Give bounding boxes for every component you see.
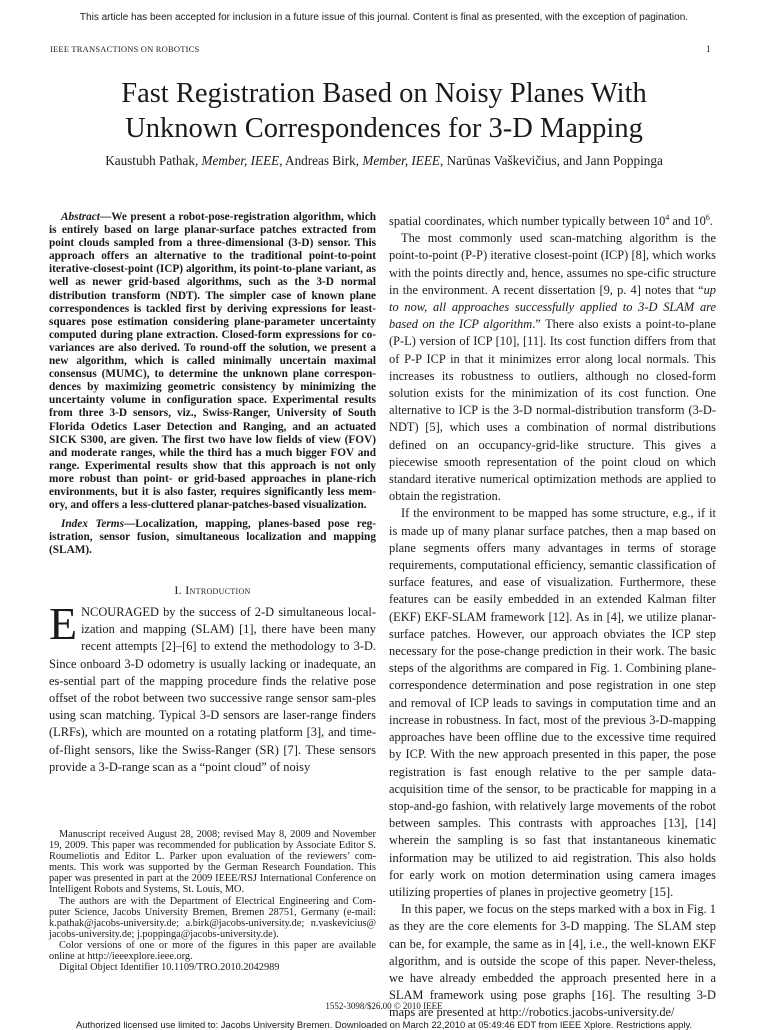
author-1-role: Member, IEEE	[201, 153, 280, 168]
footnote-color: Color versions of one or more of the figures in this paper are available online at http://ieeexplore.ieee.org.	[49, 939, 376, 963]
drop-cap: E	[49, 598, 78, 649]
paragraph-icp: The most commonly used scan-matching algorithm is the point-to-point (P-P) iterative closest-point (ICP) [8], which works with the points directly and, hence, assumes no spe-cific structure in the environment. A recent dissertation [9, p. 4] notes that “up to now, all approaches successfully applied to 3-D SLAM are based on the ICP algorithm.” There also exists a point-to-plane (P-L) version of ICP [10], [11]. Its cost function differs from that of P-P ICP in that it minimizes error along local normals. This increases its robustness to outliers, although no closed-form solution exists for the minimization of its cost function. One alternative to ICP is the 3-D normal-distribution transform (3-D-NDT) [5], which uses a combination of normal distributions defined on an occupancy-grid-like structure. This gives a piecewise smooth representation of the point cloud on which standard iterative numerical optimization methods are applied to obtain the registration.	[389, 231, 716, 504]
issn-copyright: 1552-3098/$26.00 © 2010 IEEE	[325, 1001, 443, 1011]
intro-text: by the success of 2-D simultaneous local-ization and mapping (SLAM) [1], there have been many recent attempts [2]–[6] to extend the methodology to 3-D. Since onboard 3-D odometry is usually lacking or inadequate, an es-sential part of the mapping procedure finds the relative pose offset of the robot between two successive range sensor sam-ples using scan matching. Typical 3-D sensors are laser-range finders (LRFs), which are mounted on a rotating platform [3], and time-of-flight sensors, like the Swiss-Ranger (SR) [7]. These sensors provide a 3-D-range scan as a “point cloud” of noisy	[49, 605, 376, 774]
license-notice: Authorized licensed use limited to: Jacobs University Bremen. Downloaded on March 22,2010 at 05:49:46 EDT from IEEE Xplore. Restrictions apply.	[75, 1019, 693, 1030]
section-heading-introduction	[49, 583, 376, 598]
paper-title	[40, 76, 728, 146]
paragraph-continued: spatial coordinates, which number typically between $10^4$ and $10^6$.	[389, 212, 713, 228]
quoted-text: up to now, all approaches successfully applied to 3-D SLAM are based on the ICP algorithm	[389, 282, 716, 332]
index-terms-label: Index Terms	[61, 518, 124, 530]
introduction-paragraph	[49, 598, 376, 776]
author-1: Kaustubh Pathak,	[105, 153, 202, 168]
intro-lead-word: NCOURAGED	[81, 605, 159, 619]
section-title: Introduction	[185, 583, 251, 597]
abstract-label: Abstract	[61, 211, 100, 223]
author-list	[40, 153, 728, 169]
author-2: , Andreas Birk,	[279, 153, 363, 168]
section-number: I.	[174, 583, 186, 597]
paragraph-focus: In this paper, we focus on the steps marked with a box in Fig. 1 as they are the core elements for 3-D mapping. The SLAM step can be, for example, the same as in [4], i.e., the well-known EKF algorithm, and is outside the scope of this paper. Never-theless, we have already embedded the approach presented here in a SLAM framework using pose graphs [16]. The resulting 3-D maps are presented at http://robotics.jacobs-university.de/	[389, 902, 716, 1020]
paragraph-planar-patches: If the environment to be mapped has some structure, e.g., if it is made up of many planar surface patches, then a map based on plane segments offers many advantages in terms of storage requirements, computational efficiency, semantic classification of surface features, and ease of visualization. Furthermore, these features can be easily embedded in an extended Kalman filter (EKF) EKF-SLAM framework [12]. As in [4], we utilize planar-surface patches. However, our approach obviates the ICP step necessary for the pose-change prediction in their work. The basic steps of the algorithms are compared in Fig. 1. Combining plane-correspondence determination and pose registration in one step and removal of ICP leads to savings in computation time and an increase in robustness. In fact, most of the previous 3-D-mapping approaches have been offline due to the excessive time required by ICP. With the new approach presented in this paper, the pose registration is fast enough relative to the per sample data-acquisition time of the sensor, to be practicable for mapping in a stop-and-go fashion, with relatively large movements of the robot between samples. This contrasts with approaches [13], [14] wherein the sampling is so fast that instantaneous kinematic information may be utilized to aid registration. This also holds for early work on motion determination using camera images utilizing properties of planes in projective geometry [15].	[389, 506, 716, 899]
running-head: IEEE TRANSACTIONS ON ROBOTICS	[50, 44, 200, 54]
abstract-text: —We present a robot-pose-registration algorithm, which is entirely based on large planar-surface patches extracted from point clouds sampled from a three-dimensional (3-D) sensor. This approach offers an alternative to the traditional point-to-point iterative-closest-point (ICP) algorithm, its point-to-plane variant, as well as newer grid-based algorithms, such as the 3-D normal distribution transform (NDT). The simpler case of known plane correspondences is tackled first by deriving expressions for least-squares pose estimation considering plane-parameter uncertainty computed during plane extraction. Closed-form expressions for co-variances are also derived. To round-off the solution, we present a new algorithm, which is called minimally uncertain maximal consensus (MUMC), to determine the unknown plane correspon-dences by maximizing geometric consistency by minimizing the uncertainty volume in configuration space. Experimental results from three 3-D sensors, viz., Swiss-Ranger, University of South Florida Odetics Laser Detection and Ranging, and an actuated SICK S300, are given. The first two have low fields of view (FOV) and moderate ranges, while the third has a much bigger FOV and range. Experimental results show that this approach is not only more robust than point- or grid-based approaches in plane-rich environments, but it is also faster, requires significantly less mem-ory, and offers a less-cluttered planar-patches-based visualization.	[49, 211, 376, 512]
page-number: 1	[706, 44, 711, 54]
acceptance-notice: This article has been accepted for inclusion in a future issue of this journal. Content is final as presented, with the exception of pagination.	[79, 12, 689, 23]
title-line-2: Unknown Correspondences for 3-D Mapping	[125, 113, 643, 144]
author-2-role: Member, IEEE	[362, 153, 440, 168]
title-line-1: Fast Registration Based on Noisy Planes With	[121, 78, 647, 109]
abstract	[49, 211, 376, 512]
footnote-doi: Digital Object Identifier 10.1109/TRO.2010.2042989	[59, 962, 280, 974]
footnote-affiliation: The authors are with the Department of Electrical Engineering and Com-puter Science, Jacobs University Bremen, Bremen 28751, Germany (e-mail: k.pathak@jacobs-university.de; a.birk@jacobs-university.de; n.vaskevicius@ jacobs-university.de; j.poppinga@jacobs-university.de).	[49, 895, 376, 940]
footnote-manuscript: Manuscript received August 28, 2008; revised May 8, 2009 and November 19, 2009. This paper was recommended for publication by Associate Editor S. Roumeliotis and Editor L. Parker upon evaluation of the reviewers’ com-ments. This work was supported by the German Research Foundation. This paper was presented in part at the 2009 IEEE/RSJ International Conference on Intelligent Robots and Systems, St. Louis, MO.	[49, 829, 376, 896]
index-terms	[49, 518, 376, 557]
right-column-body	[389, 213, 716, 1022]
footnotes	[49, 829, 376, 973]
index-terms-text: —Localization, mapping, planes-based pose reg-istration, sensor fusion, simultaneous localization and mapping (SLAM).	[49, 518, 376, 557]
author-3-4: , Narūnas Vaškevičius, and Jann Poppinga	[439, 153, 663, 168]
